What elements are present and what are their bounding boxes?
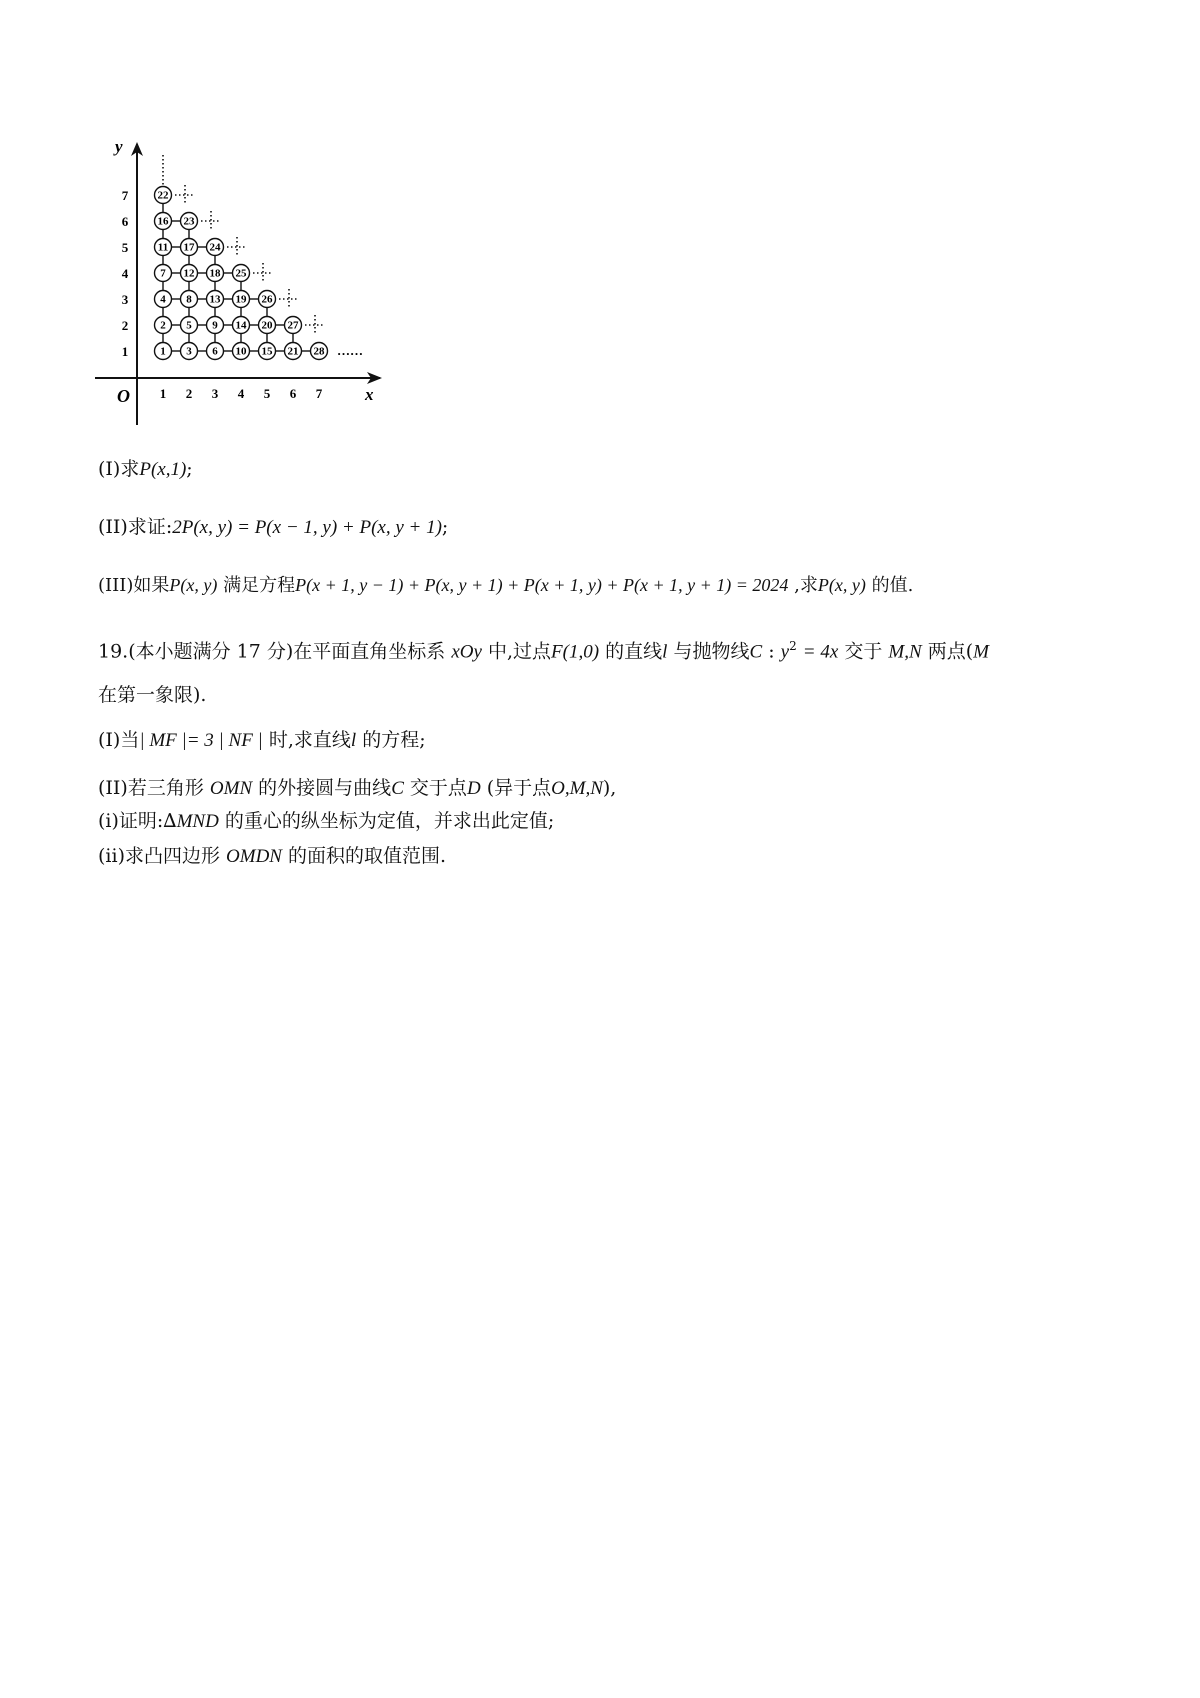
q19-p2-mid: 的外接圆与曲线: [258, 777, 392, 799]
grid-node-28: [311, 343, 328, 360]
q19-p2-omn: OMN: [209, 778, 253, 799]
q18-p1-tail: ;: [186, 458, 193, 480]
y-tick-label-7: 7: [121, 188, 129, 203]
origin-label: O: [117, 386, 130, 406]
x-tick-label-4: 4: [237, 386, 245, 401]
q19-p1-tail: 的方程;: [362, 729, 426, 751]
x-axis-label: x: [365, 385, 374, 404]
grid-node-25: [233, 265, 250, 282]
q18-p3-expr1: P(x, y): [169, 575, 218, 595]
q19-p2ii-omdn: OMDN: [226, 846, 282, 867]
q19-p1-l: l: [350, 730, 357, 751]
x-tick-label-6: 6: [289, 386, 297, 401]
q19-p2-points: O,M,N: [551, 778, 603, 799]
row-continuation-dots: ……: [337, 343, 363, 358]
svg-text:24: 24: [209, 241, 221, 254]
grid-node-23: [181, 213, 198, 230]
q19-p2-label: (II)若三角形: [98, 777, 204, 799]
q18-part-1: [98, 456, 193, 483]
svg-text:5: 5: [186, 319, 192, 332]
q19-stem-line-2: [98, 682, 206, 708]
q19-colon: :: [768, 640, 775, 663]
svg-text:9: 9: [212, 319, 218, 332]
q19-part-2-ii: [98, 843, 446, 870]
svg-text:8: 8: [186, 293, 192, 306]
y-tick-label-4: 4: [121, 266, 129, 281]
grid-node-16: [155, 213, 172, 230]
x-tick-label-5: 5: [263, 386, 271, 401]
grid-node-1: [155, 343, 172, 360]
q19-stem-line-1: [98, 633, 989, 665]
q19-p2-tail-b: ),: [602, 777, 617, 799]
svg-text:26: 26: [261, 293, 273, 306]
q19-point-f: F(1,0): [551, 641, 600, 663]
q18-p3-ask: ,求: [794, 575, 818, 596]
q18-p2-tail: ;: [441, 516, 449, 538]
y-axis-label: y: [115, 140, 123, 156]
svg-text:21: 21: [287, 345, 299, 358]
grid-node-6: [207, 343, 224, 360]
q19-xoy: xOy: [451, 641, 482, 663]
q19-curve-c: C: [749, 641, 763, 663]
q19-p2-c: C: [391, 778, 404, 799]
svg-text:6: 6: [212, 345, 218, 358]
grid-node-7: [155, 265, 172, 282]
grid-node-12: [181, 265, 198, 282]
svg-text:11: 11: [157, 241, 169, 254]
q19-part-2: [98, 775, 616, 802]
grid-node-24: [207, 239, 224, 256]
grid-node-11: [155, 239, 172, 256]
q18-p2-label: (II)求证:: [98, 516, 173, 538]
svg-text:23: 23: [183, 215, 195, 228]
q18-part-3: [98, 572, 913, 599]
q18-p3-label: (III)如果: [98, 575, 170, 596]
grid-node-26: [259, 291, 276, 308]
q19-stem-f: 两点(: [927, 640, 974, 663]
q19-exponent: 2: [789, 639, 797, 653]
q19-stem-c: 的直线: [605, 640, 663, 663]
q19-points-mn: M,N: [888, 641, 922, 663]
q19-stem-b: 中,过点: [488, 640, 552, 663]
grid-node-17: [181, 239, 198, 256]
svg-text:22: 22: [157, 189, 169, 202]
q19-p1-mid: 时,求直线: [268, 729, 351, 751]
svg-text:7: 7: [160, 267, 166, 280]
q19-p2i-mnd: MND: [176, 811, 219, 832]
q19-line-l: l: [662, 641, 668, 663]
q18-p3-mid: 满足方程: [223, 575, 296, 596]
grid-node-3: [181, 343, 198, 360]
q18-p3-tail: 的值.: [871, 575, 914, 596]
grid-node-10: [233, 343, 250, 360]
grid-node-18: [207, 265, 224, 282]
q19-y: y: [780, 641, 790, 663]
q19-p2i-label: (i)证明:∆: [98, 810, 177, 832]
q18-p3-equation: P(x + 1, y − 1) + P(x, y + 1) + P(x + 1, y) + P(x + 1, y + 1) = 2024: [295, 575, 789, 595]
y-tick-label-2: 2: [121, 318, 129, 333]
grid-node-20: [259, 317, 276, 334]
svg-text:4: 4: [160, 293, 166, 306]
x-tick-label-7: 7: [315, 386, 323, 401]
q19-p2ii-label: (ii)求凸四边形: [98, 845, 220, 867]
q19-stem-e: 交于: [844, 640, 883, 663]
q18-p2-expr: 2P(x, y) = P(x − 1, y) + P(x, y + 1): [172, 517, 442, 538]
grid-node-14: [233, 317, 250, 334]
q19-p1-expr: | MF |= 3 | NF |: [139, 730, 263, 751]
q19-part-1: [98, 727, 426, 754]
svg-text:18: 18: [209, 267, 221, 280]
q19-part-2-i: [98, 808, 554, 835]
grid-node-21: [285, 343, 302, 360]
grid-nodes: [155, 187, 328, 360]
q19-p2i-tail: 的重心的纵坐标为定值，并求出此定值;: [224, 810, 555, 832]
axes: [95, 140, 382, 425]
q18-p1-expr: P(x,1): [139, 459, 187, 480]
q18-p1-label: (I)求: [98, 458, 140, 480]
grid-node-22: [155, 187, 172, 204]
grid-node-27: [285, 317, 302, 334]
grid-node-4: [155, 291, 172, 308]
q19-p1-label: (I)当: [98, 729, 140, 751]
grid-node-8: [181, 291, 198, 308]
q19-p2-mid2: 交于点: [409, 777, 467, 799]
svg-text:12: 12: [183, 267, 195, 280]
svg-text:25: 25: [235, 267, 247, 280]
y-tick-label-3: 3: [121, 292, 129, 307]
x-tick-label-2: 2: [185, 386, 193, 401]
svg-text:17: 17: [183, 241, 195, 254]
triangular-number-grid-figure: [95, 140, 425, 440]
svg-text:28: 28: [313, 345, 325, 358]
q18-part-2: [98, 514, 448, 541]
x-tick-label-3: 3: [211, 386, 219, 401]
grid-node-5: [181, 317, 198, 334]
svg-text:15: 15: [261, 345, 273, 358]
q19-p2ii-tail: 的面积的取值范围.: [288, 845, 447, 867]
svg-text:27: 27: [287, 319, 299, 332]
grid-node-13: [207, 291, 224, 308]
svg-text:2: 2: [160, 319, 166, 332]
y-tick-label-5: 5: [121, 240, 129, 255]
q19-p2-tail-a: (异于点: [486, 777, 552, 799]
q19-stem-line-2-text: 在第一象限).: [98, 684, 207, 706]
svg-text:20: 20: [261, 319, 273, 332]
q18-p3-expr3: P(x, y): [817, 575, 866, 595]
grid-node-15: [259, 343, 276, 360]
grid-node-2: [155, 317, 172, 334]
svg-text:14: 14: [235, 319, 247, 332]
svg-text:10: 10: [235, 345, 247, 358]
q19-p2-d: D: [466, 778, 481, 799]
q19-parabola-rhs: = 4x: [802, 641, 839, 663]
svg-text:16: 16: [157, 215, 169, 228]
q19-point-m: M: [973, 641, 989, 663]
x-tick-label-1: 1: [159, 386, 167, 401]
svg-text:1: 1: [160, 345, 166, 358]
svg-text:3: 3: [186, 345, 192, 358]
q19-stem-a: 19.(本小题满分 17 分)在平面直角坐标系: [98, 640, 446, 663]
y-tick-label-6: 6: [121, 214, 129, 229]
svg-text:19: 19: [235, 293, 247, 306]
svg-text:13: 13: [209, 293, 221, 306]
y-tick-label-1: 1: [121, 344, 129, 359]
q19-stem-d: 与抛物线: [673, 640, 750, 663]
grid-node-19: [233, 291, 250, 308]
grid-node-9: [207, 317, 224, 334]
